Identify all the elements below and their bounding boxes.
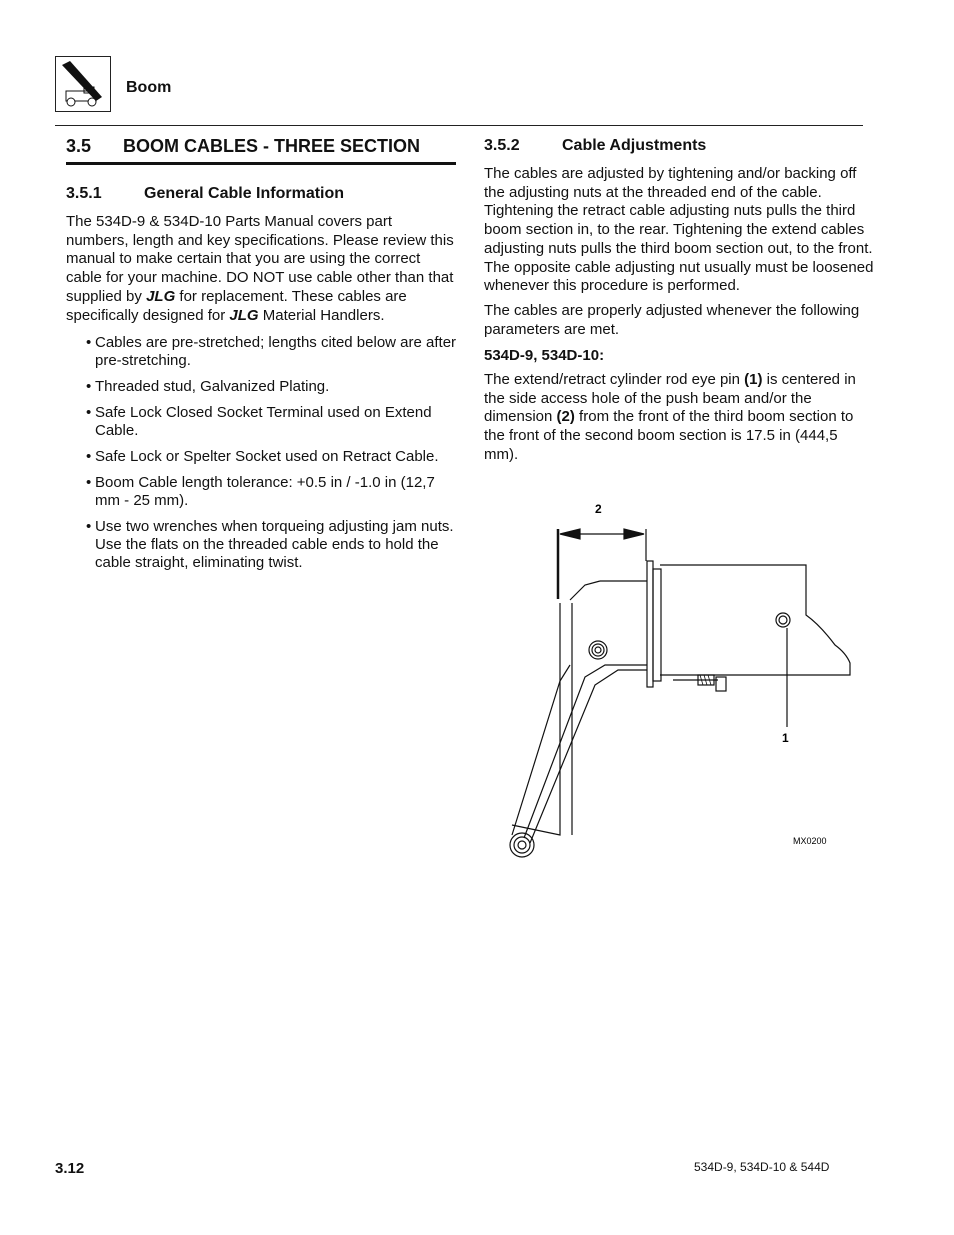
model-footer: 534D-9, 534D-10 & 544D: [694, 1160, 830, 1174]
models-heading: 534D-9, 534D-10:: [484, 347, 605, 364]
dimension-label-2: 2: [595, 502, 602, 516]
pin-label-1: 1: [782, 731, 789, 745]
brand-name: JLG: [146, 287, 176, 305]
intro-text-1: The 534D-9 & 534D-10 Parts Manual covers part numbers, length and key specifications. Please review this manual to make certain that you are using the correct cable for your machine. DO NOT use cable other than that supplied by: [66, 213, 454, 305]
running-header-section: Boom: [126, 79, 172, 96]
subsection-heading-adjustments: [484, 137, 876, 155]
list-item: • Use two wrenches when torqueing adjusting jam nuts. Use the flats on the threaded cable ends to hold the cable straight, eliminating twist.: [86, 518, 454, 571]
brand-name: JLG: [229, 306, 259, 324]
list-item: • Threaded stud, Galvanized Plating.: [86, 378, 330, 395]
header-divider: [55, 125, 863, 126]
parameters-paragraph: The cables are properly adjusted whenever the following parameters are met.: [484, 302, 860, 338]
figure-id: MX0200: [793, 836, 827, 846]
callout-1: (1): [744, 371, 763, 388]
subsection-title: Cable Adjustments: [562, 137, 707, 154]
section-heading: [66, 136, 458, 157]
adjustment-paragraph: The cables are adjusted by tightening and/or backing off the adjusting nuts at the threaded end of the cable. Tightening the retract cable adjusting nuts pulls the third boom section in, to the rear. Tightening the extend cables adjusting nuts pulls the third boom section out, to the front. The opposite cable adjusting nut usually must be loosened whenever this procedure is performed.: [484, 165, 874, 295]
list-item: • Safe Lock or Spelter Socket used on Retract Cable.: [86, 448, 439, 465]
subsection-heading-general: [66, 185, 458, 203]
list-item: • Safe Lock Closed Socket Terminal used on Extend Cable.: [86, 404, 432, 439]
section-number: 3.5: [66, 136, 92, 156]
list-item: • Cables are pre-stretched; lengths cited below are after pre-stretching.: [86, 334, 457, 369]
list-item: • Boom Cable length tolerance: +0.5 in / -1.0 in (12,7 mm - 25 mm).: [86, 474, 435, 509]
intro-text-3: Material Handlers.: [258, 306, 385, 324]
subsection-title: General Cable Information: [144, 185, 345, 202]
page-number: 3.12: [55, 1160, 85, 1177]
rod-eye-paragraph: The extend/retract cylinder rod eye pin (1) is centered in the side access hole of the push beam and/or the dimension (2) from the front of the third boom section to the front of the second boom section is 17.5 in (444,5 mm).: [484, 371, 856, 463]
subsection-number: 3.5.1: [66, 185, 102, 202]
callout-2: (2): [556, 408, 575, 426]
intro-paragraph: [66, 213, 458, 325]
cable-info-list: [66, 334, 458, 580]
subsection-number: 3.5.2: [484, 137, 520, 154]
section-heading-rule: [66, 162, 456, 165]
boom-logo-icon: [55, 56, 111, 112]
section-title: BOOM CABLES - THREE SECTION: [123, 136, 421, 156]
intro-text-2: for replacement. These cables are specifically designed for: [66, 287, 407, 324]
boom-cable-figure: [500, 495, 860, 865]
